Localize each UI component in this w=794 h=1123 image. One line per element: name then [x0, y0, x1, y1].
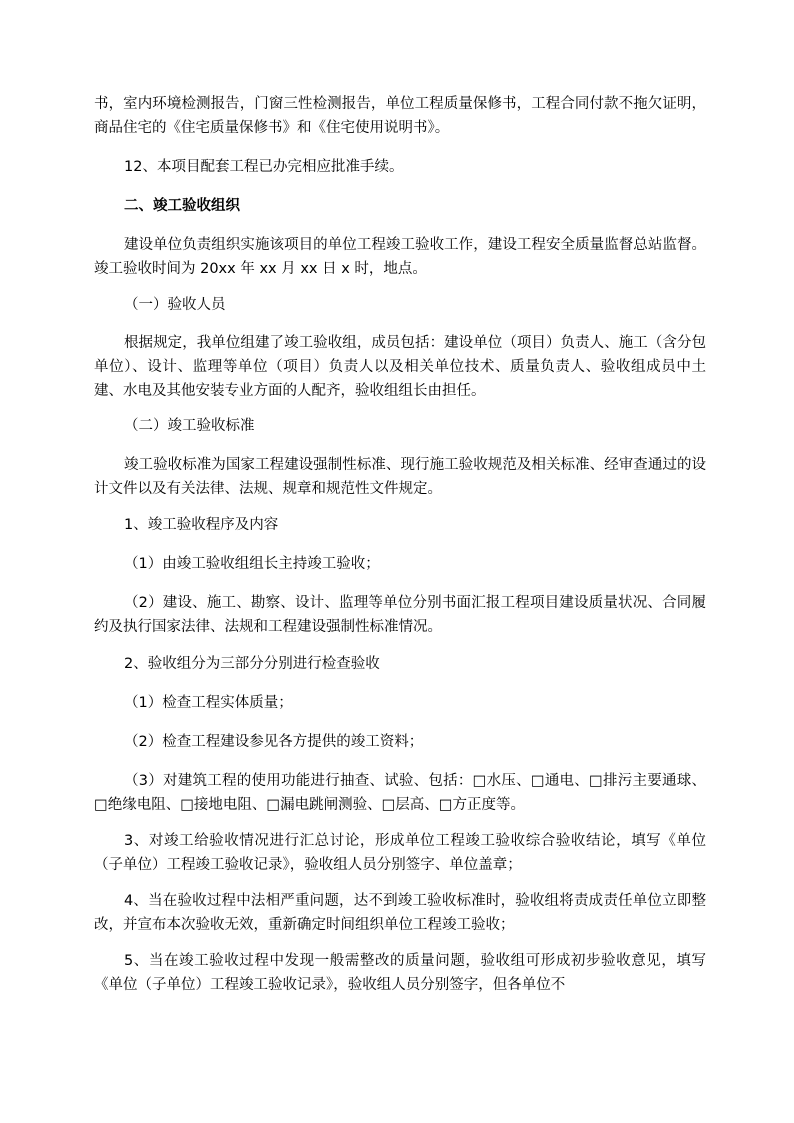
paragraph-standards: 竣工验收标准为国家工程建设强制性标准、现行施工验收规范及相关标准、经审查通过的设计文件以及有关法律、法规、规章和规范性文件规定。 — [94, 457, 706, 497]
paragraph-item-4: 4、当在验收过程中法相严重问题，达不到竣工验收标准时，验收组将责成责任单位立即整改，并宣布本次验收无效，重新确定时间组织单位工程竣工验收； — [94, 893, 706, 933]
list-item-inspection-1: （1）检查工程实体质量； — [124, 695, 293, 711]
subheading-procedure: 1、竣工验收程序及内容 — [124, 517, 279, 533]
paragraph-report-list: 书，室内环境检测报告，门窗三性检测报告，单位工程质量保修书，工程合同付款不拖欠证明，商品住宅的《住宅质量保修书》和《住宅使用说明书》。 — [94, 96, 706, 136]
paragraph-item-3: 3、对竣工给验收情况进行汇总讨论，形成单位工程竣工验收综合验收结论，填写《单位（子单位）工程竣工验收记录》，验收组人员分别签字、单位盖章； — [94, 833, 706, 873]
paragraph-organization-intro: 建设单位负责组织实施该项目的单位工程竣工验收工作，建设工程安全质量监督总站监督。竣工验收时间为 20xx 年 xx 月 xx 日 x 时，地点。 — [94, 237, 706, 277]
subheading-acceptance-standards: （二）竣工验收标准 — [124, 418, 255, 434]
list-item-inspection-3: （3）对建筑工程的使用功能进行抽查、试验、包括：□水压、□通电、□排污主要通球、□绝缘电阻、□接地电阻、□漏电跳闸测验、□层高、□方正度等。 — [94, 773, 706, 813]
subheading-acceptance-personnel: （一）验收人员 — [124, 297, 226, 313]
subheading-inspection-groups: 2、验收组分为三部分分别进行检查验收 — [124, 656, 380, 672]
list-item-inspection-2: （2）检查工程建设参见各方提供的竣工资料； — [124, 734, 424, 750]
paragraph-item-12: 12、本项目配套工程已办完相应批准手续。 — [124, 159, 404, 175]
section-heading-acceptance-organization: 二、竣工验收组织 — [124, 198, 240, 214]
paragraph-personnel: 根据规定，我单位组建了竣工验收组，成员包括：建设单位（项目）负责人、施工（含分包单位）、设计、监理等单位（项目）负责人以及相关单位技术、质量负责人、验收组成员中土建、水电及其他安装专业方面的人配齐，验收组组长由担任。 — [94, 335, 706, 399]
list-item-procedure-1: （1）由竣工验收组组长主持竣工验收； — [124, 556, 380, 572]
list-item-procedure-2: （2）建设、施工、勘察、设计、监理等单位分别书面汇报工程项目建设质量状况、合同履约及执行国家法律、法规和工程建设强制性标准情况。 — [94, 595, 706, 635]
paragraph-item-5: 5、当在竣工验收过程中发现一般需整改的质量问题，验收组可形成初步验收意见，填写《单位（子单位）工程竣工验收记录》，验收组人员分别签字，但各单位不 — [94, 953, 706, 993]
